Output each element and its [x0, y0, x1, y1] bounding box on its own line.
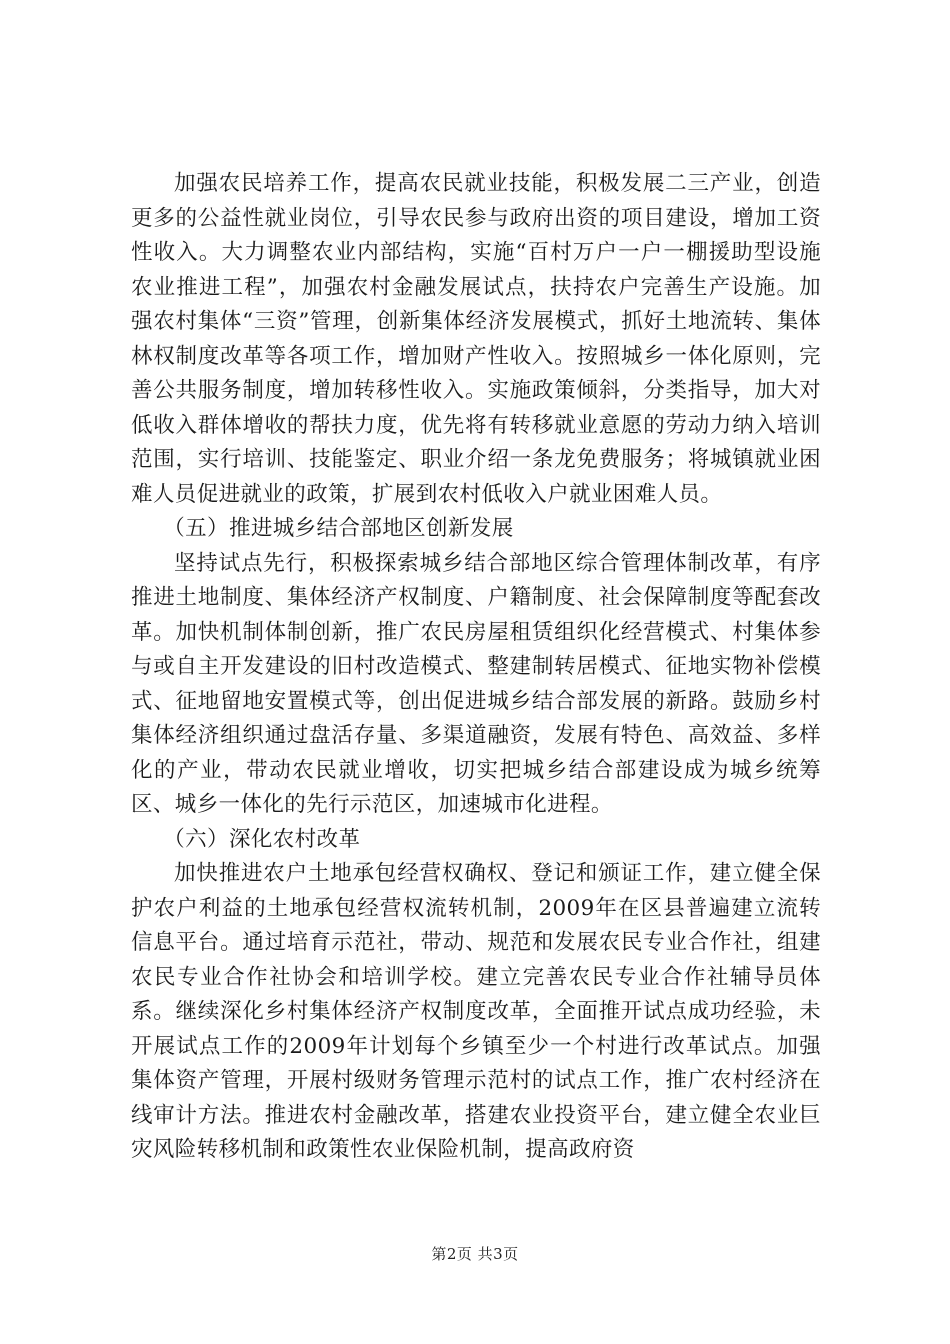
- paragraph-farmer-training: 加强农民培养工作，提高农民就业技能，积极发展二三产业，创造更多的公益性就业岗位，引导农民参与政府出资的项目建设，增加工资性收入。大力调整农业内部结构，实施“百村万户一户一棚援助型设施农业推进工程”，加强农村金融发展试点，扶持农户完善生产设施。加强农村集体“三资”管理，创新集体经济发展模式，抓好土地流转、集体林权制度改革等各项工作，增加财产性收入。按照城乡一体化原则，完善公共服务制度，增加转移性收入。实施政策倾斜，分类指导，加大对低收入群体增收的帮扶力度，优先将有转移就业意愿的劳动力纳入培训范围，实行培训、技能鉴定、职业介绍一条龙免费服务；将城镇就业困难人员促进就业的政策，扩展到农村低收入户就业困难人员。: [131, 171, 821, 507]
- paragraph-urban-rural-fringe: 坚持试点先行，积极探索城乡结合部地区综合管理体制改革，有序推进土地制度、集体经济产权制度、户籍制度、社会保障制度等配套改革。加快机制体制创新，推广农民房屋租赁组织化经营模式、村集体参与或自主开发建设的旧村改造模式、整建制转居模式、征地实物补偿模式、征地留地安置模式等，创出促进城乡结合部发展的新路。鼓励乡村集体经济组织通过盘活存量、多渠道融资，发展有特色、高效益、多样化的产业，带动农民就业增收，切实把城乡结合部建设成为城乡统筹区、城乡一体化的先行示范区，加速城市化进程。: [131, 550, 821, 817]
- paragraph-rural-reform: 加快推进农户土地承包经营权确权、登记和颁证工作，建立健全保护农户利益的土地承包经营权流转机制，2009年在区县普遍建立流转信息平台。通过培育示范社，带动、规范和发展农民专业合作社，组建农民专业合作社协会和培训学校。建立完善农民专业合作社辅导员体系。继续深化乡村集体经济产权制度改革，全面推开试点成功经验，未开展试点工作的2009年计划每个乡镇至少一个村进行改革试点。加强集体资产管理，开展村级财务管理示范村的试点工作，推广农村经济在线审计方法。推进农村金融改革，搭建农业投资平台，建立健全农业巨灾风险转移机制和政策性农业保险机制，提高政府资: [131, 861, 821, 1162]
- section-heading-six: （六）深化农村改革: [163, 826, 361, 852]
- section-heading-five: （五）推进城乡结合部地区创新发展: [163, 516, 514, 541]
- page-number-footer: 第2页 共3页: [431, 1245, 519, 1263]
- document-body: [131, 167, 821, 1168]
